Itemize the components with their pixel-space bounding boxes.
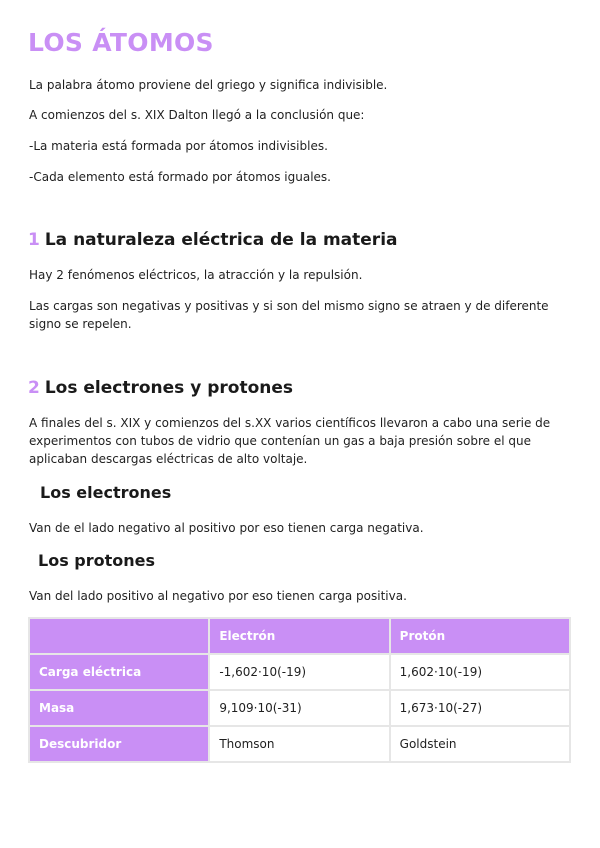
table-row-header: Carga eléctrica	[29, 654, 209, 690]
table-cell: 1,602·10(-19)	[390, 654, 570, 690]
table-cell: 9,109·10(-31)	[209, 690, 389, 726]
page-title: LOS ÁTOMOS	[28, 28, 214, 57]
section-1-heading	[28, 230, 398, 250]
intro-paragraph: -La materia está formada por átomos indivisibles.	[29, 139, 328, 153]
table-cell: Goldstein	[390, 726, 570, 762]
section-1-paragraph: Las cargas son negativas y positivas y si son del mismo signo se atraen y de diferente signo se repelen.	[29, 299, 549, 331]
protons-heading: Los protones	[38, 551, 156, 570]
table-cell: Thomson	[209, 726, 389, 762]
intro-paragraph: -Cada elemento está formado por átomos iguales.	[29, 170, 331, 184]
intro-paragraph: A comienzos del s. XIX Dalton llegó a la conclusión que:	[29, 108, 365, 122]
table-row-header: Masa	[29, 690, 209, 726]
table-header-cell	[29, 618, 209, 654]
table-row	[29, 690, 570, 726]
particles-table	[28, 617, 571, 763]
table-header-cell: Protón	[390, 618, 570, 654]
section-1-paragraph: Hay 2 fenómenos eléctricos, la atracción y la repulsión.	[29, 268, 363, 282]
intro-paragraph: La palabra átomo proviene del griego y significa indivisible.	[29, 78, 388, 92]
table-row	[29, 654, 570, 690]
section-1-number: 1	[28, 230, 40, 250]
section-2-paragraph: A finales del s. XIX y comienzos del s.XX varios científicos llevaron a cabo una serie de experimentos con tubos de vidrio que contenían un gas a baja presión sobre el que aplicaban descargas eléctricas de alto voltaje.	[29, 416, 551, 466]
protons-paragraph: Van del lado positivo al negativo por eso tienen carga positiva.	[29, 589, 407, 603]
electrons-paragraph: Van de el lado negativo al positivo por eso tienen carga negativa.	[29, 521, 424, 535]
section-1-title: La naturaleza eléctrica de la materia	[44, 230, 398, 250]
electrons-heading: Los electrones	[40, 483, 172, 502]
table-header-row	[29, 618, 570, 654]
section-2-number: 2	[28, 378, 40, 398]
section-2-title: Los electrones y protones	[44, 378, 294, 398]
table-header-cell: Electrón	[209, 618, 389, 654]
table-row	[29, 726, 570, 762]
table-cell: 1,673·10(-27)	[390, 690, 570, 726]
section-2-heading	[28, 378, 293, 398]
table-cell: -1,602·10(-19)	[209, 654, 389, 690]
table-row-header: Descubridor	[29, 726, 209, 762]
